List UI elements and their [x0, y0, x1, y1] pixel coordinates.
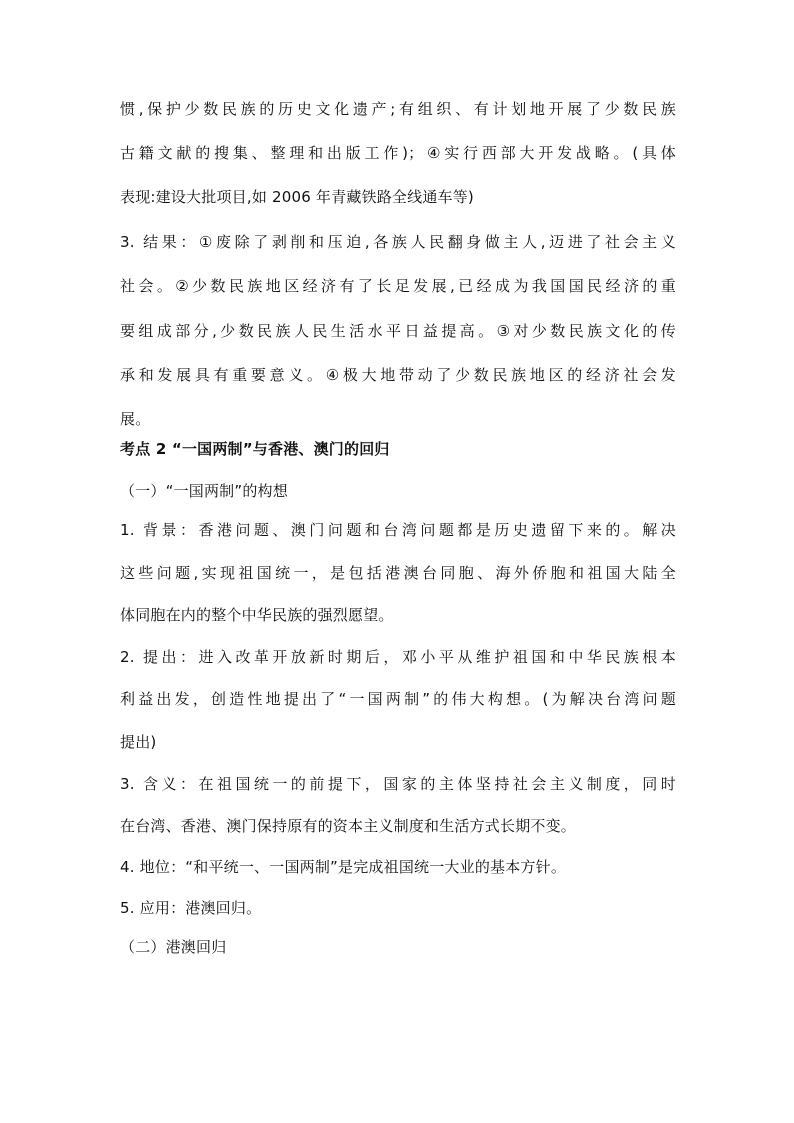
text-line: 5. 应用：港澳回归。 [120, 899, 262, 917]
text-line: 表现:建设大批项目,如 2006 年青藏铁路全线通车等) [120, 188, 474, 206]
text-line: 2. 提出：进入改革开放新时期后，邓小平从维护祖国和中华民族根本 [120, 648, 676, 666]
text-line: 这些问题,实现祖国统一，是包括港澳台同胞、海外侨胞和祖国大陆全 [120, 564, 676, 582]
text-line: 社会。②少数民族地区经济有了长足发展,已经成为我国国民经济的重 [120, 277, 676, 295]
text-line: 1. 背景：香港问题、澳门问题和台湾问题都是历史遗留下来的。解决 [120, 521, 676, 539]
text-line: 体同胞在内的整个中华民族的强烈愿望。 [120, 606, 394, 624]
text-line: 3. 含义：在祖国统一的前提下，国家的主体坚持社会主义制度，同时 [120, 775, 676, 793]
text-line: 4. 地位：“和平统一、一国两制”是完成祖国统一大业的基本方针。 [120, 858, 567, 876]
text-line: 展。 [120, 410, 151, 428]
text-line: 惯,保护少数民族的历史文化遗产;有组织、有计划地开展了少数民族 [120, 100, 676, 118]
text-line: 要组成部分,少数民族人民生活水平日益提高。③对少数民族文化的传 [120, 322, 676, 340]
text-line: 3. 结果：①废除了剥削和压迫,各族人民翻身做主人,迈进了社会主义 [120, 233, 676, 251]
text-line: 提出) [120, 733, 157, 751]
text-line: 承和发展具有重要意义。④极大地带动了少数民族地区的经济社会发 [120, 366, 676, 384]
subsection-heading: （二）港澳回归 [120, 938, 227, 956]
subsection-heading: （一）“一国两制”的构想 [120, 482, 288, 500]
section-heading: 考点 2 “一国两制”与香港、澳门的回归 [120, 440, 390, 458]
text-line: 在台湾、香港、澳门保持原有的资本主义制度和生活方式长期不变。 [120, 817, 577, 835]
text-line: 古籍文献的搜集、整理和出版工作)；④实行西部大开发战略。(具体 [120, 144, 676, 162]
text-line: 利益出发，创造性地提出了“一国两制”的伟大构想。(为解决台湾问题 [120, 690, 676, 708]
